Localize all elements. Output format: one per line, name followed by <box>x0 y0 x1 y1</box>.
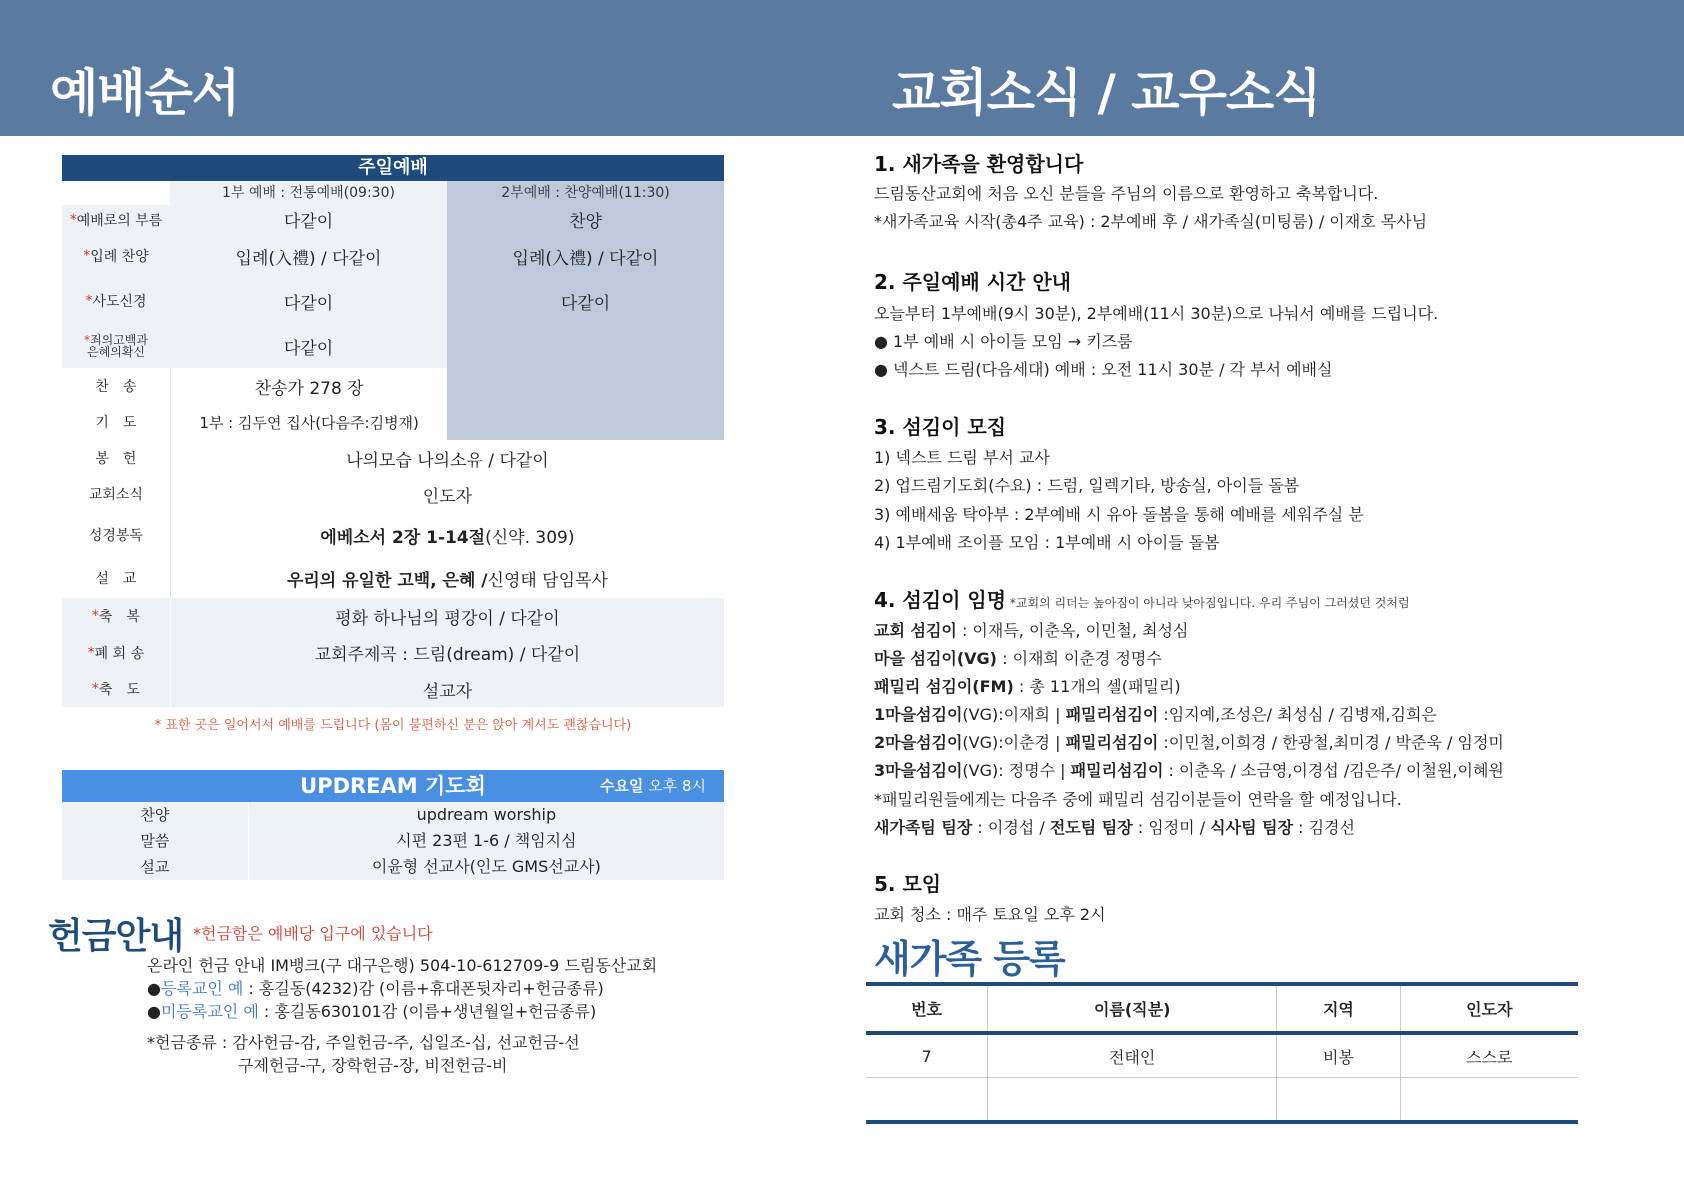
first-service-label: 1부 예배 : 전통예배(09:30) <box>170 181 447 205</box>
row-confession: *죄의고백과 은혜의확신 다같이 <box>62 324 724 368</box>
row-church-news: 교회소식 인도자 <box>62 476 724 512</box>
standing-note: * 표한 곳은 일어서서 예배를 드립니다 (몸이 불편하신 분은 앉아 계셔도 괜찮습니다) <box>154 718 632 733</box>
second-service-label: 2부예배 : 찬양예배(11:30) <box>447 181 724 205</box>
news-text: 1마을섬김이(VG):이재희 | 패밀리섬김이 :임지예,조성은/ 최성심 / 김병재,김희은 <box>874 705 1437 724</box>
news-text: ● 1부 예배 시 아이들 모임 → 키즈룸 <box>874 332 1133 351</box>
news-text: 교회 청소 : 매주 토요일 오후 2시 <box>874 905 1106 924</box>
registration-title: 새가족 등록 <box>874 937 1065 981</box>
news-section-1-title: 1. 새가족을 환영합니다 <box>874 152 1084 176</box>
registration-table <box>866 982 1578 1124</box>
updream-time: 수요일 오후 8시 <box>599 777 706 795</box>
left-page-title: 예배순서 <box>50 64 240 122</box>
news-text: 3) 예배세움 탁아부 : 2부예배 시 유아 돌봄을 통해 예배를 세워주실 분 <box>874 505 1364 524</box>
offering-box-note: *헌금함은 예배당 입구에 있습니다 <box>193 924 433 943</box>
offering-types-cont: 구제헌금-구, 장학헌금-장, 비전헌금-비 <box>238 1056 508 1075</box>
news-text: *패밀리원들에게는 다음주 중에 패밀리 섬김이분들이 연락을 할 예정입니다. <box>874 790 1402 809</box>
news-text: 2마을섬김이(VG):이춘경 | 패밀리섬김이 :이민철,이희경 / 한광철,최미경 / 박준욱 / 임정미 <box>874 733 1504 752</box>
row-benediction: * 축 도 설교자 <box>62 671 724 707</box>
updream-header <box>62 770 724 802</box>
updream-row: 설교 이윤형 선교사(인도 GMS선교사) <box>62 854 724 880</box>
news-text: *새가족교육 시작(총4주 교육) : 2부예배 후 / 새가족실(미팅룸) / 이재호 목사님 <box>874 212 1428 231</box>
header-band <box>0 0 1684 136</box>
updream-table <box>62 770 724 880</box>
news-text: 2) 업드림기도회(수요) : 드럼, 일렉기타, 방송실, 아이들 돌봄 <box>874 476 1300 495</box>
news-section-2-title: 2. 주일예배 시간 안내 <box>874 270 1071 294</box>
worship-title: 주일예배 <box>62 155 724 181</box>
row-hymn: 찬 송 찬송가 278 장 <box>62 368 724 404</box>
news-text: 패밀리 섬김이(FM) : 총 11개의 셀(패밀리) <box>874 677 1181 696</box>
offering-types: *헌금종류 : 감사헌금-감, 주일헌금-주, 십일조-십, 선교헌금-선 <box>147 1033 580 1052</box>
news-text: 4) 1부예배 조이플 모임 : 1부예배 시 아이들 돌봄 <box>874 533 1220 552</box>
offering-title: 헌금안내 <box>48 916 184 957</box>
row-prayer: 기 도 1부 : 김두연 집사(다음주:김병재) <box>62 404 724 440</box>
news-text: 오늘부터 1부예배(9시 30분), 2부예배(11시 30분)으로 나눠서 예배를 드립니다. <box>874 304 1439 323</box>
news-section-4-title: 4. 섬김이 임명 *교회의 리더는 높아짐이 아니라 낮아짐입니다. 우리 주님이 그러셨던 것처럼 <box>874 588 1410 612</box>
row-offering: 봉 헌 나의모습 나의소유 / 다같이 <box>62 440 724 476</box>
table-row <box>866 1078 1578 1123</box>
sunday-worship-table <box>62 155 724 707</box>
registered-member-example: ●등록교인 예 : 홍길동(4232)감 (이름+휴대폰뒷자리+헌금종류) <box>147 979 604 998</box>
row-entry-hymn: * 입례 찬양 입례(入禮) / 다같이 입례(入禮) / 다같이 <box>62 234 724 278</box>
updream-title: UPDREAM 기도회 <box>300 774 486 798</box>
news-text: 마을 섬김이(VG) : 이재희 이춘경 정명수 <box>874 649 1162 668</box>
row-sermon: 설 교 우리의 유일한 고백, 은혜 / 신영태 담임목사 <box>62 558 724 598</box>
news-text: 1) 넥스트 드림 부서 교사 <box>874 448 1050 467</box>
row-blessing: * 축 복 평화 하나님의 평강이 / 다같이 <box>62 598 724 634</box>
table-header-row: 번호 이름(직분) 지역 인도자 <box>866 984 1578 1033</box>
news-text: 드림동산교회에 처음 오신 분들을 주님의 이름으로 환영하고 축복합니다. <box>874 184 1379 203</box>
news-text: 새가족팀 팀장 : 이경섭 / 전도팀 팀장 : 임정미 / 식사팀 팀장 : 김경선 <box>874 818 1355 837</box>
table-row: 7 전태인 비봉 스스로 <box>866 1033 1578 1078</box>
news-section-5-title: 5. 모임 <box>874 872 942 896</box>
row-closing-song: * 폐 회 송 교회주제곡 : 드림(dream) / 다같이 <box>62 634 724 671</box>
row-apostles-creed: * 사도신경 다같이 다같이 <box>62 278 724 324</box>
updream-row: 찬양 updream worship <box>62 802 724 828</box>
right-page-title: 교회소식 / 교우소식 <box>892 64 1321 122</box>
news-text: ● 넥스트 드림(다음세대) 예배 : 오전 11시 30분 / 각 부서 예배실 <box>874 360 1333 379</box>
row-call-to-worship: * 예배로의 부름 다같이 찬양 <box>62 205 724 234</box>
news-text: 교회 섬김이 : 이재득, 이춘옥, 이민철, 최성심 <box>874 621 1189 640</box>
row-scripture: 성경봉독 에베소서 2장 1-14절 (신약. 309) <box>62 512 724 558</box>
updream-row: 말씀 시편 23편 1-6 / 책임지심 <box>62 828 724 854</box>
unregistered-member-example: ●미등록교인 예 : 홍길동630101감 (이름+생년월일+헌금종류) <box>147 1002 597 1021</box>
online-offering-info: 온라인 헌금 안내 IM뱅크(구 대구은행) 504-10-612709-9 드림동산교회 <box>147 956 658 975</box>
news-text: 3마을섬김이(VG): 정명수 | 패밀리섬김이 : 이춘옥 / 소금영,이경섭 /김은주/ 이철원,이혜원 <box>874 761 1504 780</box>
news-section-3-title: 3. 섬김이 모집 <box>874 415 1007 439</box>
worship-service-header <box>62 181 724 205</box>
